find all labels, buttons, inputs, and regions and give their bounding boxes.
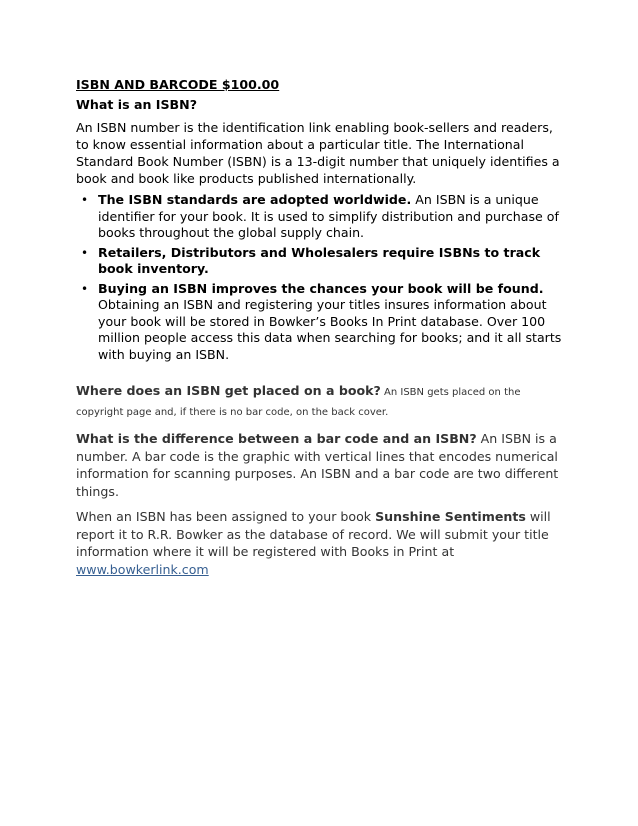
difference-section <box>76 430 568 500</box>
list-item <box>76 281 568 364</box>
placement-section <box>76 381 568 421</box>
document-page <box>76 76 568 578</box>
intro-paragraph: An ISBN number is the identification link enabling book-sellers and readers, to know essential information about a particular title. The International Standard Book Number (ISBN) is a 13-digit number that uniquely identifies a book and book like products published internationally. <box>76 120 560 186</box>
what-is-isbn-heading: What is an ISBN? <box>76 97 198 112</box>
closing-paragraph <box>76 508 568 578</box>
book-title: Sunshine Sentiments <box>375 509 526 524</box>
list-item-bold: Buying an ISBN improves the chances your book will be found. <box>98 280 544 296</box>
placement-question: Where does an ISBN get placed on a book? <box>76 383 381 398</box>
bullet-icon: • <box>81 193 89 207</box>
bullet-icon: • <box>81 281 89 296</box>
list-item-bold: The ISBN standards are adopted worldwide. <box>98 192 412 207</box>
document-title: ISBN AND BARCODE $100.00 <box>76 77 280 92</box>
difference-answer: An ISBN is a number. A bar code is the graphic with vertical lines that encodes numerical information for scanning purposes. An ISBN and a bar code are two different things. <box>76 431 559 499</box>
placement-answer: An ISBN gets placed on the copyright page and, if there is no bar code, on the back cover. <box>76 387 521 418</box>
list-item-text: Obtaining an ISBN and registering your titles insures information about your book will be stored in Bowker’s Books In Print database. Over 100 million people access this data when searching for books; and it all starts with buying an ISBN. <box>98 297 562 362</box>
isbn-benefits-list <box>76 192 568 363</box>
list-item <box>76 245 568 278</box>
list-item-text: An ISBN is a unique identifier for your book. It is used to simplify distribution and purchase of books throughout the global supply chain. <box>98 192 559 240</box>
bullet-icon: • <box>81 245 89 260</box>
list-item <box>76 192 568 242</box>
list-item-bold: Retailers, Distributors and Wholesalers require ISBNs to track book inventory. <box>98 244 541 276</box>
closing-text-before: When an ISBN has been assigned to your book <box>76 509 376 524</box>
closing-text-after: will report it to R.R. Bowker as the database of record. We will submit your title information where it will be registered with Books in Print at <box>76 509 551 559</box>
difference-question: What is the difference between a bar code and an ISBN? <box>76 431 477 446</box>
bowkerlink-link[interactable]: www.bowkerlink.com <box>76 561 209 577</box>
